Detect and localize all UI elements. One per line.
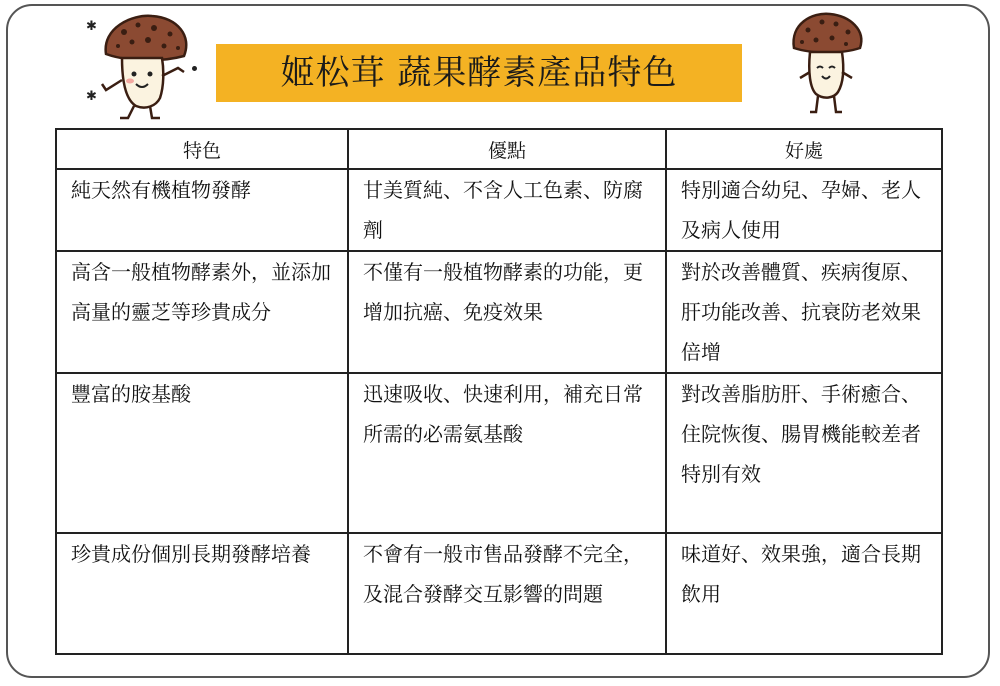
sparkle-icon: ✱	[86, 89, 97, 104]
table-cell: 珍貴成份個別長期發酵培養	[56, 533, 348, 654]
table-cell: 純天然有機植物發酵	[56, 169, 348, 251]
table-cell: 豐富的胺基酸	[56, 373, 348, 533]
table-cell: 特別適合幼兒、孕婦、老人及病人使用	[666, 169, 942, 251]
table-row	[56, 169, 942, 251]
table-cell: 不僅有一般植物酵素的功能，更增加抗癌、免疫效果	[348, 251, 666, 373]
header-benefit: 好處	[666, 129, 942, 169]
table-row	[56, 533, 942, 654]
table-cell: 對於改善體質、疾病復原、肝功能改善、抗衰防老效果倍增	[666, 251, 942, 373]
table-cell: 不會有一般市售品發酵不完全，及混合發酵交互影響的問題	[348, 533, 666, 654]
header-feature: 特色	[56, 129, 348, 169]
mushroom-mascot-icon	[788, 8, 868, 118]
mushroom-mascot-icon	[92, 10, 202, 122]
features-table	[55, 128, 943, 655]
table-row	[56, 373, 942, 533]
table-row	[56, 251, 942, 373]
title-banner	[216, 44, 742, 102]
sparkle-icon: ✱	[86, 19, 97, 34]
table-cell: 迅速吸收、快速利用，補充日常所需的必需氨基酸	[348, 373, 666, 533]
table-cell: 對改善脂肪肝、手術癒合、住院恢復、腸胃機能較差者特別有效	[666, 373, 942, 533]
table-header-row	[56, 129, 942, 169]
table-cell: 味道好、效果強，適合長期飲用	[666, 533, 942, 654]
table-cell: 高含一般植物酵素外，並添加高量的靈芝等珍貴成分	[56, 251, 348, 373]
page-title: 姬松茸 蔬果酵素產品特色	[280, 53, 678, 93]
header-advantage: 優點	[348, 129, 666, 169]
table-cell: 甘美質純、不含人工色素、防腐劑	[348, 169, 666, 251]
